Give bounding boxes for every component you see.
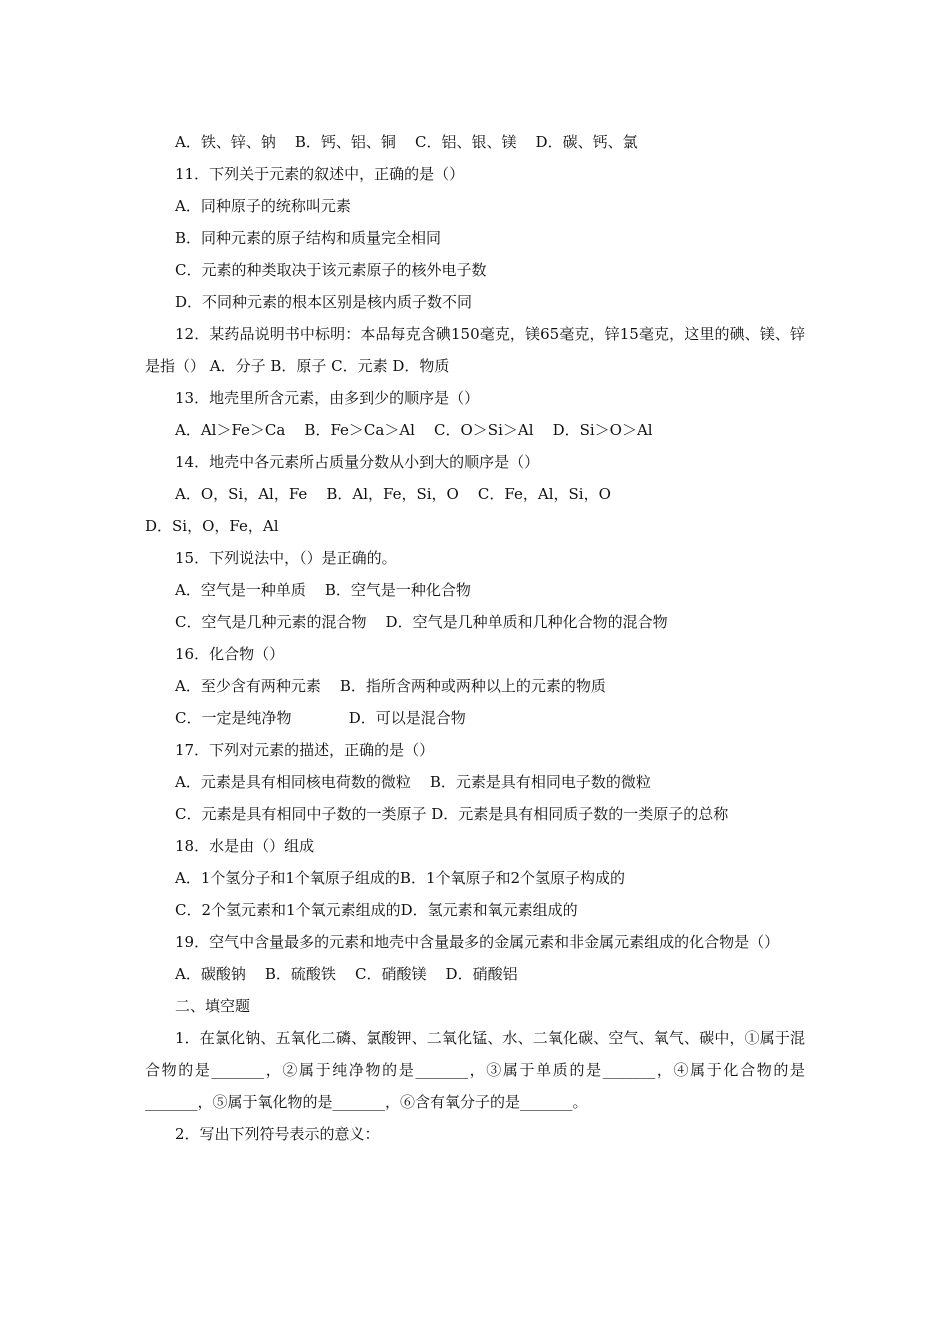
document-body	[145, 126, 805, 1150]
q15-options-cd: C．空气是几种元素的混合物 D．空气是几种单质和几种化合物的混合物	[175, 613, 668, 631]
q14-stem: 14．地壳中各元素所占质量分数从小到大的顺序是（）	[175, 453, 540, 471]
section-heading-fill-in: 二、填空题	[175, 997, 251, 1015]
q16-options-cd: C．一定是纯净物 D．可以是混合物	[175, 709, 466, 727]
q16-options-ab: A．至少含有两种元素 B．指所含两种或两种以上的元素的物质	[175, 677, 606, 695]
q11-option-a: A．同种原子的统称叫元素	[175, 197, 351, 215]
q18-stem: 18．水是由（）组成	[175, 837, 315, 855]
q10-options: A．铁、锌、钠 B．钙、铝、铜 C．铝、银、镁 D．碳、钙、氯	[175, 133, 638, 151]
q17-stem: 17．下列对元素的描述，正确的是（）	[175, 741, 435, 759]
q19-options: A．碳酸钠 B．硫酸铁 C．硝酸镁 D．硝酸铝	[175, 965, 518, 983]
q17-options-ab: A．元素是具有相同核电荷数的微粒 B．元素是具有相同电子数的微粒	[175, 773, 651, 791]
q12-stem-and-options: 12．某药品说明书中标明：本品每克含碘150毫克，镁65毫克，锌15毫克，这里的碘、镁、锌是指（） A．分子 B．原子 C．元素 D．物质	[145, 325, 805, 375]
fill-q1: 1．在氯化钠、五氧化二磷、氯酸钾、二氧化锰、水、二氧化碳、空气、氧气、碳中，①属于混合物的是_______，②属于纯净物的是_______，③属于单质的是_______，④属于化合物的是_______，⑤属于氧化物的是_______，⑥含有氧分子的是_______。	[145, 1029, 805, 1111]
q15-options-ab: A．空气是一种单质 B．空气是一种化合物	[175, 581, 471, 599]
q11-option-b: B．同种元素的原子结构和质量完全相同	[175, 229, 442, 247]
q15-stem: 15．下列说法中，（）是正确的。	[175, 549, 397, 567]
q13-options: A．Al＞Fe＞Ca B．Fe＞Ca＞Al C．O＞Si＞Al D．Si＞O＞Al	[175, 421, 653, 439]
q18-options-ab: A．1个氢分子和1个氧原子组成的B．1个氧原子和2个氢原子构成的	[175, 869, 626, 887]
q11-stem: 11．下列关于元素的叙述中，正确的是（）	[175, 165, 465, 183]
q18-options-cd: C．2个氢元素和1个氧元素组成的D．氢元素和氧元素组成的	[175, 901, 578, 919]
q13-stem: 13．地壳里所含元素，由多到少的顺序是（）	[175, 389, 480, 407]
q14-option-d: D．Si，O，Fe，Al	[145, 517, 279, 535]
q11-option-d: D．不同种元素的根本区别是核内质子数不同	[175, 293, 473, 311]
q19-stem: 19．空气中含量最多的元素和地壳中含量最多的金属元素和非金属元素组成的化合物是（）	[175, 933, 780, 951]
q17-options-cd: C．元素是具有相同中子数的一类原子 D．元素是具有相同质子数的一类原子的总称	[175, 805, 729, 823]
q14-options-abc: A．O，Si，Al，Fe B．Al，Fe，Si，O C．Fe，Al，Si，O	[175, 485, 611, 503]
q11-option-c: C．元素的种类取决于该元素原子的核外电子数	[175, 261, 487, 279]
fill-q2: 2．写出下列符号表示的意义：	[175, 1125, 380, 1143]
q16-stem: 16．化合物（）	[175, 645, 285, 663]
